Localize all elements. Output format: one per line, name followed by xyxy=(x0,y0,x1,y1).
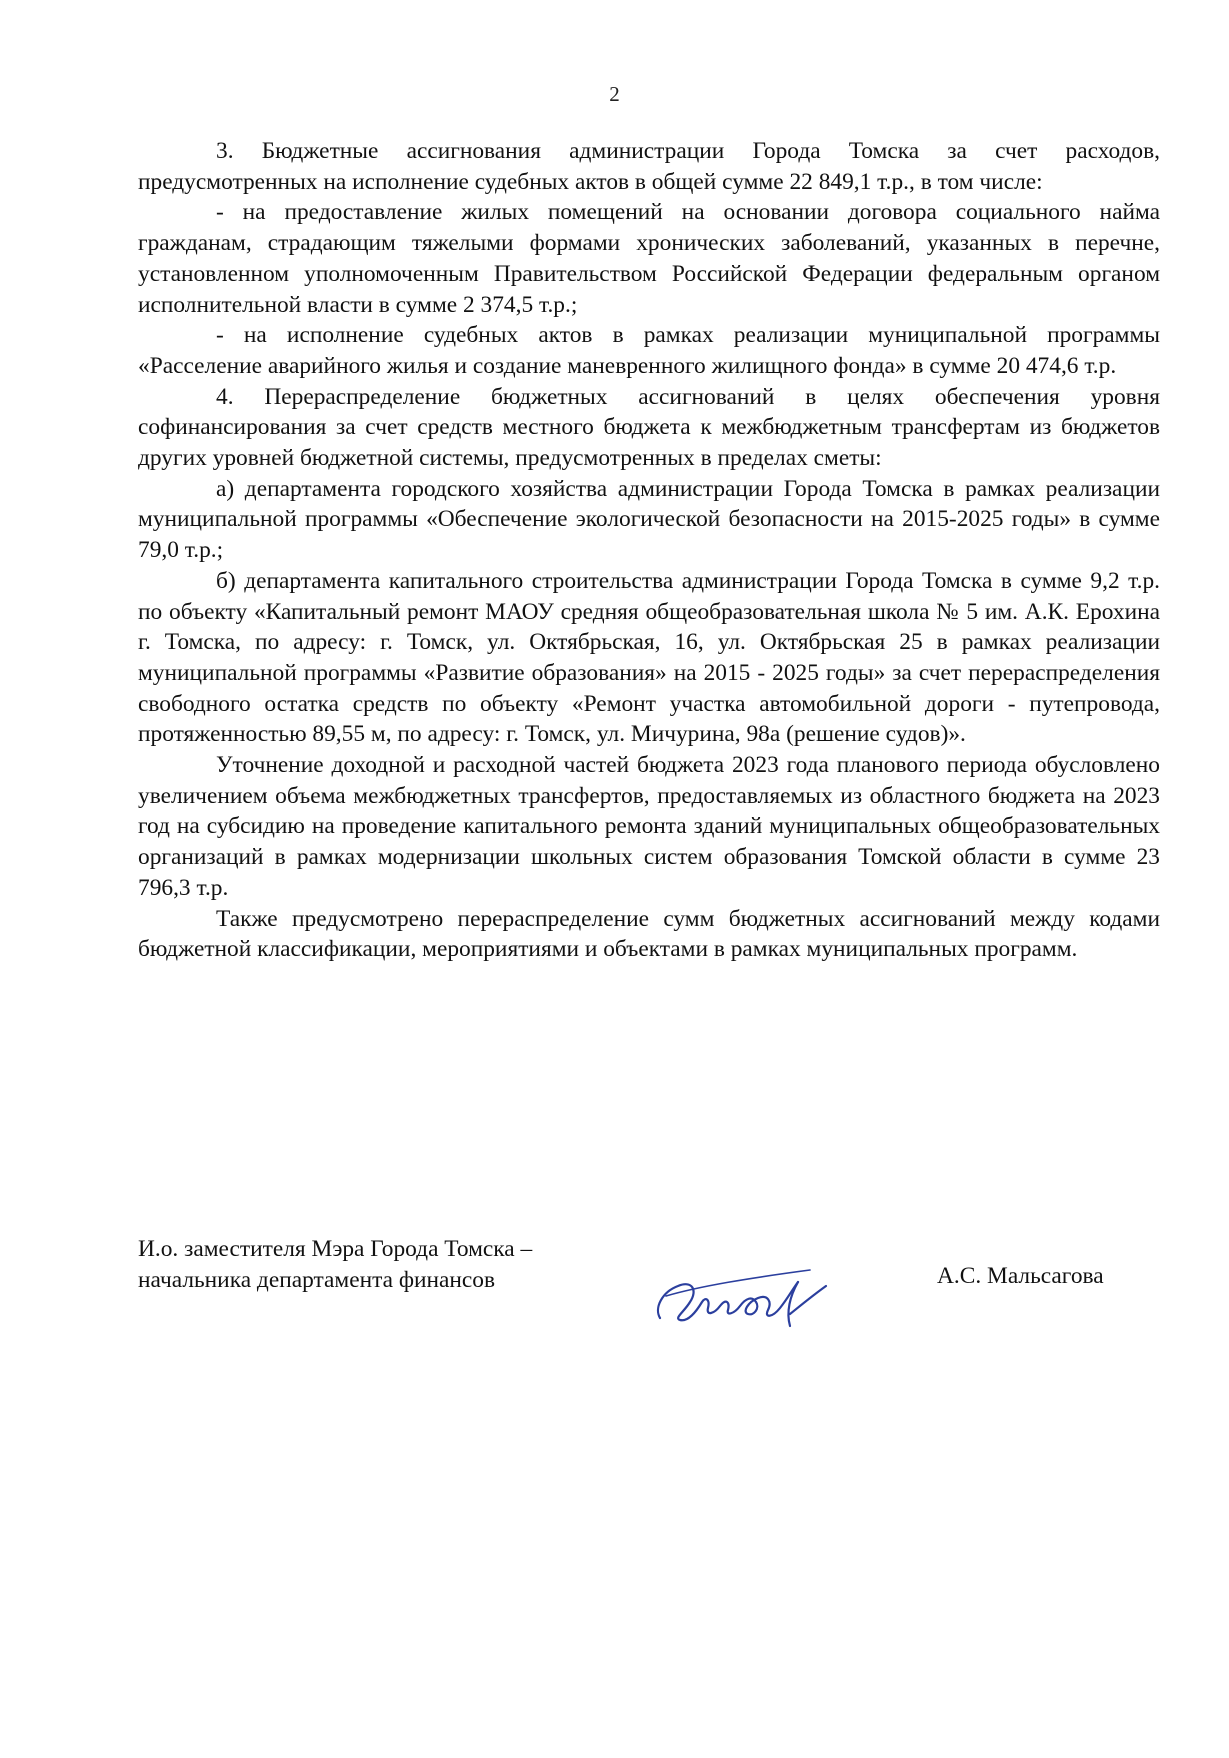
paragraph-3-item-court-acts: - на исполнение судебных актов в рамках реализации муниципальной программы «Расселение аварийного жилья и создание маневренного жилищного фонда» в сумме 20 474,6 т.р. xyxy=(138,322,1160,379)
document-body xyxy=(138,136,1160,965)
paragraph-4: 4. Перераспределение бюджетных ассигнований в целях обеспечения уровня софинансирования за счет средств местного бюджета к межбюджетным трансфертам из бюджетов других уровней бюджетной системы, предусмотренных в пределах сметы: xyxy=(138,383,1160,472)
signatory-title-line-2: начальника департамента финансов xyxy=(138,1266,496,1293)
signatory-title-line-1: И.о. заместителя Мэра Города Томска – xyxy=(138,1236,533,1262)
page-number: 2 xyxy=(609,82,620,106)
paragraph-4-item-a: а) департамента городского хозяйства администрации Города Томска в рамках реализации муниципальной программы «Обеспечение экологической безопасности на 2015-2025 годы» в сумме 79,0 т.р.; xyxy=(138,475,1160,564)
handwritten-signature xyxy=(640,1256,860,1336)
paragraph-3: 3. Бюджетные ассигнования администрации Города Томска за счет расходов, предусмотренных на исполнение судебных актов в общей сумме 22 849,1 т.р., в том числе: xyxy=(138,138,1160,195)
paragraph-redistribution: Также предусмотрено перераспределение сумм бюджетных ассигнований между кодами бюджетной классификации, мероприятиями и объектами в рамках муниципальных программ. xyxy=(138,905,1160,963)
paragraph-3-item-housing: - на предоставление жилых помещений на основании договора социального найма гражданам, страдающим тяжелыми формами хронических заболеваний, указанных в перечне, установленном уполномоченным Правительством Российской Федерации федеральным органом исполнительной власти в сумме 2 374,5 т.р.; xyxy=(138,199,1160,318)
signatory-title xyxy=(138,1234,532,1295)
paragraph-budget-clarification: Уточнение доходной и расходной частей бюджета 2023 года планового периода обусловлено увеличением объема межбюджетных трансфертов, предоставляемых из областного бюджета на 2023 год на субсидию на проведение капитального ремонта зданий муниципальных общеобразовательных организаций в рамках модернизации школьных систем образования Томской области в сумме 23 796,3 т.р. xyxy=(138,752,1160,901)
signatory-name: А.С. Мальсагова xyxy=(937,1263,1104,1289)
paragraph-4-item-b: б) департамента капитального строительства администрации Города Томска в сумме 9,2 т.р. по объекту «Капитальный ремонт МАОУ средняя общеобразовательная школа № 5 им. А.К. Ерохина г. Томска, по адресу: г. Томск, ул. Октябрьская, 16, ул. Октябрьская 25 в рамках реализации муниципальной программы «Развитие образования» на 2015 - 2025 годы» за счет перераспределения свободного остатка средств по объекту «Ремонт участка автомобильной дороги - путепровода, протяженностью 89,55 м, по адресу: г. Томск, ул. Мичурина, 98а (решение судов)». xyxy=(138,567,1160,748)
